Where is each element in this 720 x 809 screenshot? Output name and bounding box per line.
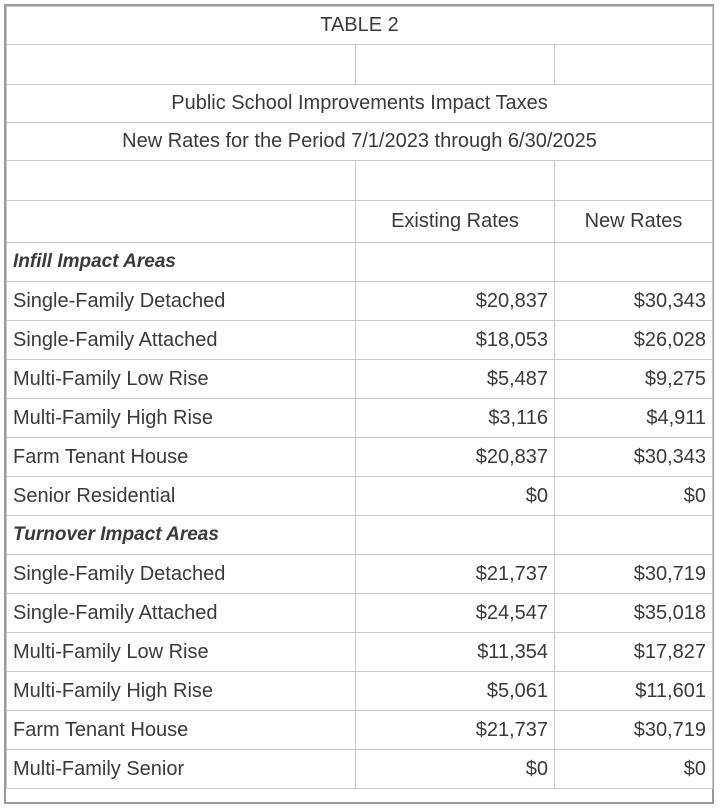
table-row <box>7 438 713 477</box>
blank-row <box>7 161 713 201</box>
row-existing-rate: $21,737 <box>356 555 555 594</box>
row-new-rate: $0 <box>555 750 713 789</box>
table-heading: Public School Improvements Impact Taxes <box>7 85 713 123</box>
table-row <box>7 399 713 438</box>
table-row <box>7 711 713 750</box>
table-row <box>7 282 713 321</box>
table-row <box>7 321 713 360</box>
column-header-row <box>7 201 713 243</box>
row-new-rate: $26,028 <box>555 321 713 360</box>
row-new-rate: $0 <box>555 477 713 516</box>
row-type: Multi-Family Low Rise <box>7 360 356 399</box>
row-type: Multi-Family Senior <box>7 750 356 789</box>
row-existing-rate: $5,487 <box>356 360 555 399</box>
row-type: Senior Residential <box>7 477 356 516</box>
table-row <box>7 477 713 516</box>
section-row-infill <box>7 243 713 282</box>
row-new-rate: $4,911 <box>555 399 713 438</box>
row-new-rate: $30,719 <box>555 555 713 594</box>
row-existing-rate: $0 <box>356 477 555 516</box>
table-row <box>7 672 713 711</box>
row-existing-rate: $21,737 <box>356 711 555 750</box>
section-label-turnover: Turnover Impact Areas <box>7 516 356 555</box>
row-existing-rate: $11,354 <box>356 633 555 672</box>
row-existing-rate: $20,837 <box>356 282 555 321</box>
table-title-row <box>7 7 713 45</box>
row-type: Single-Family Attached <box>7 321 356 360</box>
row-new-rate: $30,719 <box>555 711 713 750</box>
row-type: Multi-Family High Rise <box>7 399 356 438</box>
row-type: Farm Tenant House <box>7 711 356 750</box>
row-existing-rate: $18,053 <box>356 321 555 360</box>
row-new-rate: $30,343 <box>555 282 713 321</box>
column-header-new: New Rates <box>555 201 713 243</box>
row-type: Farm Tenant House <box>7 438 356 477</box>
table-title: TABLE 2 <box>7 7 713 45</box>
row-existing-rate: $0 <box>356 750 555 789</box>
table-row <box>7 594 713 633</box>
row-existing-rate: $20,837 <box>356 438 555 477</box>
row-existing-rate: $24,547 <box>356 594 555 633</box>
heading-row-2 <box>7 123 713 161</box>
column-header-existing: Existing Rates <box>356 201 555 243</box>
row-existing-rate: $5,061 <box>356 672 555 711</box>
blank-row <box>7 45 713 85</box>
heading-row-1 <box>7 85 713 123</box>
row-type: Multi-Family High Rise <box>7 672 356 711</box>
table-row <box>7 633 713 672</box>
row-existing-rate: $3,116 <box>356 399 555 438</box>
table-row <box>7 360 713 399</box>
section-row-turnover <box>7 516 713 555</box>
impact-tax-table <box>6 6 713 789</box>
row-new-rate: $9,275 <box>555 360 713 399</box>
row-new-rate: $11,601 <box>555 672 713 711</box>
row-new-rate: $35,018 <box>555 594 713 633</box>
row-type: Multi-Family Low Rise <box>7 633 356 672</box>
row-new-rate: $17,827 <box>555 633 713 672</box>
table-row <box>7 750 713 789</box>
row-new-rate: $30,343 <box>555 438 713 477</box>
row-type: Single-Family Attached <box>7 594 356 633</box>
section-label-infill: Infill Impact Areas <box>7 243 356 282</box>
row-type: Single-Family Detached <box>7 282 356 321</box>
row-type: Single-Family Detached <box>7 555 356 594</box>
table-row <box>7 555 713 594</box>
table-subheading: New Rates for the Period 7/1/2023 through 6/30/2025 <box>7 123 713 161</box>
